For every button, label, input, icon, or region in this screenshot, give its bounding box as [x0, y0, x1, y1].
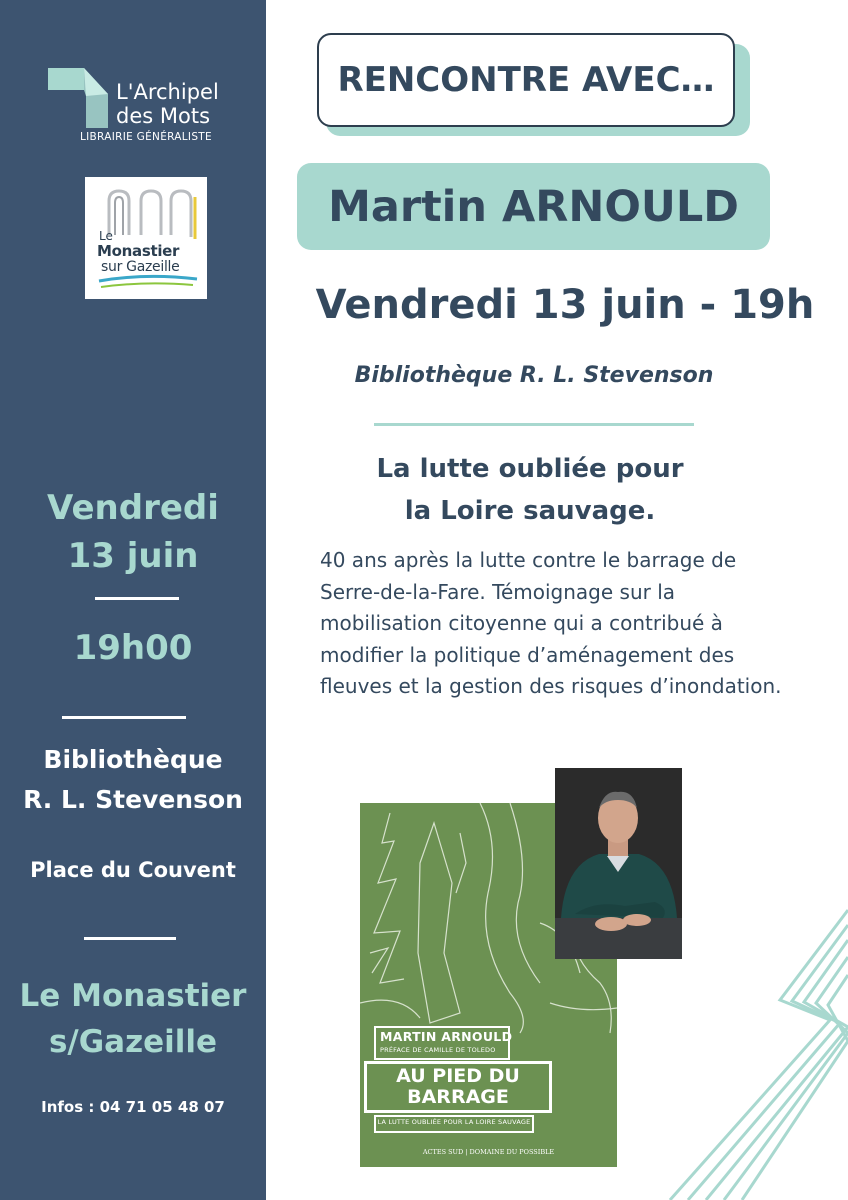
logo-tagline: LIBRAIRIE GÉNÉRALISTE [80, 131, 212, 143]
book-publisher: ACTES SUD | DOMAINE DU POSSIBLE [422, 1148, 555, 1156]
monastier-logo-line2: Monastier [97, 242, 180, 260]
sidebar [0, 0, 266, 1200]
sidebar-divider [95, 597, 179, 600]
header-box: RENCONTRE AVEC… [317, 33, 735, 127]
sidebar-venue-line2: R. L. Stevenson [23, 785, 243, 814]
sidebar-info-phone: Infos : 04 71 05 48 07 [41, 1098, 225, 1116]
decorative-lines-icon [630, 905, 848, 1200]
monastier-logo-line3: sur Gazeille [101, 259, 180, 275]
logo-title-line2: des Mots [116, 104, 211, 128]
book-title-line1: AU PIED DU [396, 1065, 520, 1087]
archipel-logo-icon [46, 66, 110, 130]
main-divider [374, 423, 694, 426]
author-name-box: Martin ARNOULD [297, 163, 770, 250]
sidebar-town-line2: s/Gazeille [48, 1024, 218, 1060]
event-description: 40 ans après la lutte contre le barrage de Serre-de-la-Fare. Témoignage sur la mobilisation citoyenne qui a contribué à modifier la politique d’aménagement des fleuves et la gestion des risques d’inondation. [320, 548, 782, 698]
sidebar-divider [84, 937, 176, 940]
event-subtitle-line1: La lutte oubliée pour [376, 454, 684, 484]
sidebar-venue-line1: Bibliothèque [43, 745, 223, 774]
event-subtitle-line2: la Loire sauvage. [404, 496, 656, 526]
sidebar-divider [62, 716, 186, 719]
sidebar-date: 13 juin [67, 536, 199, 576]
event-datetime: Vendredi 13 juin - 19h [315, 282, 815, 328]
book-author: MARTIN ARNOULD [380, 1029, 513, 1044]
sidebar-day: Vendredi [47, 488, 219, 528]
event-subtitle [320, 448, 740, 532]
sidebar-time: 19h00 [73, 628, 193, 668]
logo-title-line1: L'Archipel [116, 80, 219, 104]
sidebar-address: Place du Couvent [30, 858, 236, 882]
book-preface: PRÉFACE DE CAMILLE DE TOLEDO [380, 1046, 496, 1054]
book-title-line2: BARRAGE [407, 1086, 509, 1108]
monastier-logo-line1: Le [99, 229, 113, 243]
monastier-logo [85, 177, 207, 299]
sidebar-town-line1: Le Monastier [19, 978, 247, 1014]
event-venue: Bibliothèque R. L. Stevenson [354, 363, 714, 388]
book-tagline: LA LUTTE OUBLIÉE POUR LA LOIRE SAUVAGE [377, 1118, 531, 1126]
